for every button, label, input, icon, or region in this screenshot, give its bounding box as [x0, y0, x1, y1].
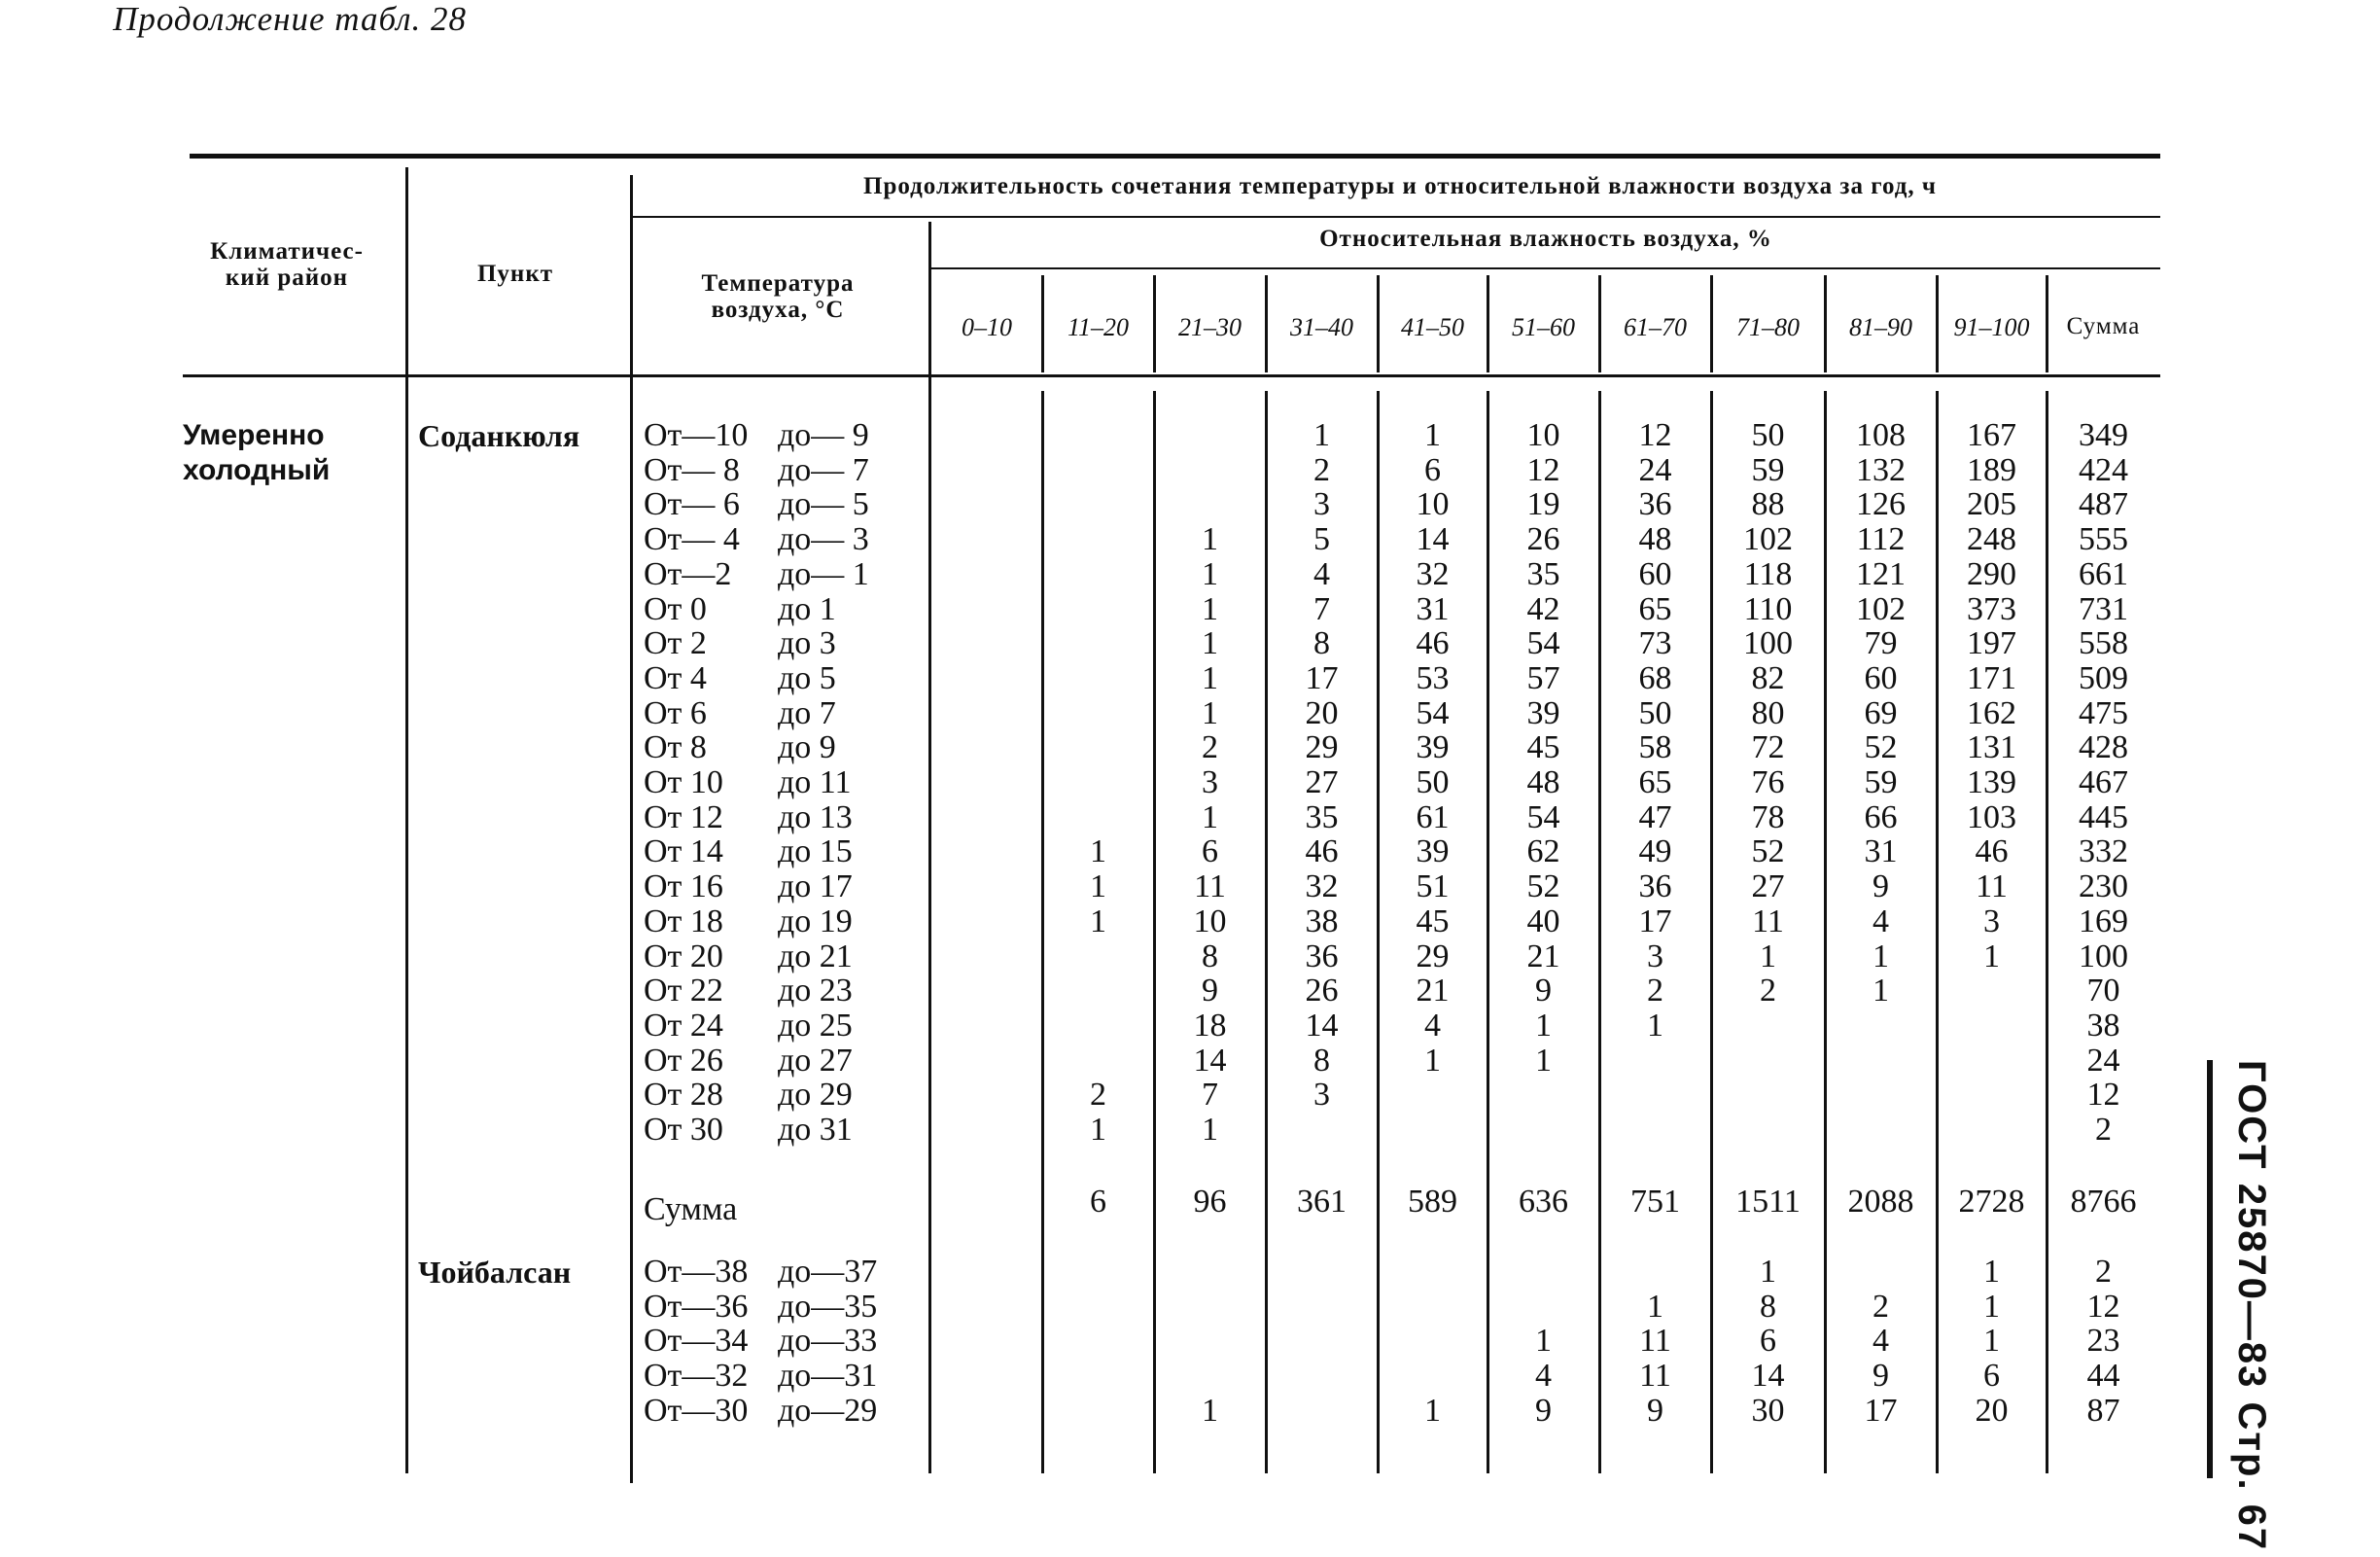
temperature-to: до 3 — [778, 625, 836, 662]
table-cell: 52 — [1751, 833, 1785, 870]
table-cell: 27 — [1751, 868, 1785, 905]
temperature-to: до 1 — [778, 590, 836, 627]
table-cell: 11 — [1194, 868, 1226, 905]
table-cell: 6 — [1424, 451, 1441, 488]
table-cell: 731 — [2079, 590, 2128, 627]
table-cell: 69 — [1864, 694, 1898, 731]
temperature-from: От 0 — [644, 590, 707, 627]
total-cell: 8766 — [2070, 1184, 2137, 1220]
table-cell: 57 — [1526, 659, 1560, 696]
table-cell: 1 — [1424, 1392, 1441, 1429]
table-cell: 467 — [2079, 764, 2128, 800]
table-cell: 1 — [1983, 1254, 2000, 1290]
table-cell: 290 — [1967, 555, 2016, 592]
table-cell: 4 — [1424, 1007, 1441, 1044]
table-cell: 54 — [1416, 694, 1450, 731]
total-cell: 96 — [1193, 1184, 1227, 1220]
temperature-to: до—37 — [778, 1254, 878, 1290]
table-cell: 31 — [1864, 833, 1898, 870]
table-cell: 39 — [1526, 694, 1560, 731]
table-cell: 126 — [1856, 486, 1906, 523]
table-cell: 108 — [1856, 417, 1906, 453]
table-cell: 50 — [1638, 694, 1672, 731]
table-cell: 555 — [2079, 521, 2128, 558]
table-cell: 68 — [1638, 659, 1672, 696]
temperature-to: до 17 — [778, 868, 853, 905]
temperature-to: до 5 — [778, 659, 836, 696]
temperature-from: От—32 — [644, 1358, 749, 1395]
table-cell: 9 — [1202, 973, 1218, 1009]
table-cell: 17 — [1305, 659, 1339, 696]
table-cell: 8 — [1760, 1288, 1776, 1325]
table-cell: 66 — [1864, 798, 1898, 835]
temperature-from: От—30 — [644, 1392, 749, 1429]
header-humidity: Относительная влажность воздуха, % — [1319, 226, 1772, 252]
table-cell: 18 — [1193, 1007, 1227, 1044]
table-cell: 46 — [1416, 625, 1450, 662]
table-cell: 38 — [2086, 1007, 2120, 1044]
table-cell: 1 — [1090, 833, 1106, 870]
temperature-from: От 26 — [644, 1042, 723, 1079]
table-cell: 11 — [1639, 1358, 1671, 1395]
table-cell: 1 — [1202, 798, 1218, 835]
divider-point-temperature — [630, 175, 633, 1483]
table-cell: 6 — [1983, 1358, 2000, 1395]
table-cell: 100 — [1743, 625, 1793, 662]
table-cell: 35 — [1305, 798, 1339, 835]
total-cell: 361 — [1297, 1184, 1347, 1220]
temperature-from: От— 4 — [644, 521, 740, 558]
table-cell: 1 — [1872, 973, 1889, 1009]
table-cell: 20 — [1305, 694, 1339, 731]
table-cell: 1 — [1535, 1042, 1552, 1079]
temperature-to: до 13 — [778, 798, 853, 835]
table-cell: 139 — [1967, 764, 2016, 800]
table-cell: 248 — [1967, 521, 2016, 558]
temperature-to: до 21 — [778, 938, 853, 974]
temperature-to: до 15 — [778, 833, 853, 870]
table-cell: 79 — [1864, 625, 1898, 662]
temperature-to: до—33 — [778, 1323, 878, 1360]
table-cell: 8 — [1202, 938, 1218, 974]
table-cell: 45 — [1416, 902, 1450, 939]
table-cell: 50 — [1416, 764, 1450, 800]
table-cell: 40 — [1526, 902, 1560, 939]
table-cell: 20 — [1975, 1392, 2009, 1429]
table-cell: 2 — [1872, 1288, 1889, 1325]
temperature-from: От—2 — [644, 555, 732, 592]
table-cell: 24 — [1638, 451, 1672, 488]
table-cell: 2 — [1202, 729, 1218, 766]
table-cell: 24 — [2086, 1042, 2120, 1079]
table-cell: 82 — [1751, 659, 1785, 696]
station-name: Соданкюля — [418, 418, 580, 453]
table-cell: 9 — [1872, 1358, 1889, 1395]
table-cell: 60 — [1638, 555, 1672, 592]
temperature-from: От 28 — [644, 1077, 723, 1114]
column-header: 31–40 — [1290, 313, 1353, 341]
table-cell: 1 — [1647, 1007, 1663, 1044]
total-cell: 751 — [1630, 1184, 1680, 1220]
table-cell: 1 — [1090, 902, 1106, 939]
header-point: Пункт — [476, 261, 554, 287]
table-cell: 62 — [1526, 833, 1560, 870]
table-cell: 3 — [1983, 902, 2000, 939]
total-cell: 1511 — [1735, 1184, 1801, 1220]
table-cell: 54 — [1526, 798, 1560, 835]
total-label: Сумма — [644, 1191, 738, 1227]
table-cell: 32 — [1416, 555, 1450, 592]
table-cell: 2 — [2095, 1112, 2112, 1148]
table-cell: 349 — [2079, 417, 2128, 453]
temperature-from: От 24 — [644, 1007, 723, 1044]
table-cell: 53 — [1416, 659, 1450, 696]
temperature-from: От 18 — [644, 902, 723, 939]
table-cell: 9 — [1535, 1392, 1552, 1429]
table-cell: 80 — [1751, 694, 1785, 731]
table-cell: 2 — [1760, 973, 1776, 1009]
temperature-from: От—34 — [644, 1323, 749, 1360]
temperature-from: От 30 — [644, 1112, 723, 1148]
table-cell: 70 — [2086, 973, 2120, 1009]
table-cell: 46 — [1975, 833, 2009, 870]
temperature-to: до— 1 — [778, 555, 869, 592]
table-cell: 48 — [1526, 764, 1560, 800]
column-header: 21–30 — [1178, 313, 1242, 341]
table-cell: 102 — [1743, 521, 1793, 558]
temperature-from: От— 8 — [644, 451, 740, 488]
table-cell: 1 — [1647, 1288, 1663, 1325]
gost-side-text: ГОСТ 25870—83 Стр. 67 — [2230, 1060, 2273, 1552]
column-header: 91–100 — [1953, 313, 2030, 341]
table-cell: 52 — [1864, 729, 1898, 766]
table-cell: 7 — [1202, 1077, 1218, 1114]
table-cell: 52 — [1526, 868, 1560, 905]
table-cell: 59 — [1751, 451, 1785, 488]
table-cell: 661 — [2079, 555, 2128, 592]
temperature-from: От 16 — [644, 868, 723, 905]
table-cell: 475 — [2079, 694, 2128, 731]
table-cell: 2 — [1090, 1077, 1106, 1114]
header-region: Климатичес- кий район — [210, 238, 364, 291]
temperature-from: От 14 — [644, 833, 723, 870]
table-cell: 1 — [1313, 417, 1330, 453]
table-cell: 162 — [1967, 694, 2016, 731]
column-header: 51–60 — [1512, 313, 1575, 341]
table-cell: 102 — [1856, 590, 1906, 627]
table-cell: 118 — [1743, 555, 1793, 592]
divider-region-point — [405, 167, 408, 1473]
table-cell: 1 — [1983, 938, 2000, 974]
table-cell: 14 — [1305, 1007, 1339, 1044]
table-cell: 11 — [1639, 1323, 1671, 1360]
continuation-caption: Продолжение табл. 28 — [113, 0, 467, 38]
table-cell: 36 — [1305, 938, 1339, 974]
temperature-to: до— 3 — [778, 521, 869, 558]
table-cell: 4 — [1535, 1358, 1552, 1395]
table-cell: 32 — [1305, 868, 1339, 905]
table-cell: 17 — [1864, 1392, 1898, 1429]
total-cell: 2088 — [1847, 1184, 1914, 1220]
table-cell: 39 — [1416, 729, 1450, 766]
table-cell: 26 — [1526, 521, 1560, 558]
table-cell: 1 — [1424, 1042, 1441, 1079]
temperature-from: От—38 — [644, 1254, 749, 1290]
table-cell: 189 — [1967, 451, 2016, 488]
table-cell: 29 — [1416, 938, 1450, 974]
column-header: 41–50 — [1401, 313, 1464, 341]
table-cell: 11 — [1976, 868, 2008, 905]
temperature-to: до— 7 — [778, 451, 869, 488]
table-cell: 50 — [1751, 417, 1785, 453]
table-cell: 39 — [1416, 833, 1450, 870]
table-cell: 21 — [1526, 938, 1560, 974]
table-cell: 205 — [1967, 486, 2016, 523]
table-cell: 1 — [1983, 1288, 2000, 1325]
table-cell: 171 — [1967, 659, 2016, 696]
table-cell: 1 — [1872, 938, 1889, 974]
table-cell: 76 — [1751, 764, 1785, 800]
column-header: 71–80 — [1736, 313, 1800, 341]
table-cell: 1 — [1202, 1392, 1218, 1429]
temperature-from: От 2 — [644, 625, 707, 662]
table-cell: 9 — [1647, 1392, 1663, 1429]
temperature-to: до 25 — [778, 1007, 853, 1044]
table-cell: 487 — [2079, 486, 2128, 523]
table-cell: 38 — [1305, 902, 1339, 939]
temperature-from: От 12 — [644, 798, 723, 835]
table-cell: 1 — [1983, 1323, 2000, 1360]
table-cell: 60 — [1864, 659, 1898, 696]
table-cell: 10 — [1526, 417, 1560, 453]
table-cell: 12 — [1638, 417, 1672, 453]
total-cell: 2728 — [1958, 1184, 2025, 1220]
table-cell: 4 — [1872, 1323, 1889, 1360]
table-cell: 29 — [1305, 729, 1339, 766]
table-cell: 51 — [1416, 868, 1450, 905]
temperature-from: От 6 — [644, 694, 707, 731]
table-cell: 509 — [2079, 659, 2128, 696]
table-cell: 12 — [2086, 1288, 2120, 1325]
temperature-from: От 22 — [644, 973, 723, 1009]
table-cell: 27 — [1305, 764, 1339, 800]
table-cell: 1 — [1202, 1112, 1218, 1148]
temperature-from: От— 6 — [644, 486, 740, 523]
table-cell: 21 — [1416, 973, 1450, 1009]
table-cell: 558 — [2079, 625, 2128, 662]
table-cell: 5 — [1313, 521, 1330, 558]
table-cell: 1 — [1535, 1323, 1552, 1360]
temperature-from: От 10 — [644, 764, 723, 800]
table-cell: 2 — [1313, 451, 1330, 488]
table-cell: 8 — [1313, 625, 1330, 662]
table-cell: 110 — [1743, 590, 1793, 627]
table-cell: 3 — [1647, 938, 1663, 974]
table-cell: 26 — [1305, 973, 1339, 1009]
table-cell: 1 — [1090, 868, 1106, 905]
table-cell: 8 — [1313, 1042, 1330, 1079]
column-header: 0–10 — [962, 313, 1012, 341]
temperature-to: до— 5 — [778, 486, 869, 523]
table-cell: 7 — [1313, 590, 1330, 627]
table-cell: 2 — [2095, 1254, 2112, 1290]
table-cell: 1 — [1202, 659, 1218, 696]
temperature-to: до 19 — [778, 902, 853, 939]
duration-subrule — [630, 216, 2160, 218]
temperature-to: до—29 — [778, 1392, 878, 1429]
table-cell: 230 — [2079, 868, 2128, 905]
table-cell: 31 — [1416, 590, 1450, 627]
table-cell: 14 — [1416, 521, 1450, 558]
table-cell: 6 — [1760, 1323, 1776, 1360]
temperature-to: до 29 — [778, 1077, 853, 1114]
table-cell: 65 — [1638, 590, 1672, 627]
table-cell: 167 — [1967, 417, 2016, 453]
header-duration: Продолжительность сочетания температуры и относительной влажности воздуха за год, ч — [863, 173, 1937, 199]
table-cell: 112 — [1856, 521, 1906, 558]
table-cell: 1 — [1202, 625, 1218, 662]
table-cell: 103 — [1967, 798, 2016, 835]
table-cell: 23 — [2086, 1323, 2120, 1360]
table-cell: 3 — [1313, 486, 1330, 523]
table-cell: 169 — [2079, 902, 2128, 939]
header-bottom-rule — [183, 374, 2160, 377]
total-cell: 6 — [1090, 1184, 1106, 1220]
table-cell: 65 — [1638, 764, 1672, 800]
table-cell: 424 — [2079, 451, 2128, 488]
temperature-to: до 31 — [778, 1112, 853, 1148]
table-cell: 373 — [1967, 590, 2016, 627]
table-cell: 88 — [1751, 486, 1785, 523]
table-cell: 197 — [1967, 625, 2016, 662]
temperature-to: до 23 — [778, 973, 853, 1009]
column-header: 81–90 — [1849, 313, 1912, 341]
temperature-to: до— 9 — [778, 417, 869, 453]
temperature-to: до 11 — [778, 764, 852, 800]
table-cell: 78 — [1751, 798, 1785, 835]
table-cell: 19 — [1526, 486, 1560, 523]
table-cell: 1 — [1760, 938, 1776, 974]
temperature-to: до 7 — [778, 694, 836, 731]
table-cell: 6 — [1202, 833, 1218, 870]
region-label: Умеренно холодный — [183, 419, 331, 486]
table-cell: 59 — [1864, 764, 1898, 800]
table-cell: 9 — [1535, 973, 1552, 1009]
table-cell: 332 — [2079, 833, 2128, 870]
table-cell: 45 — [1526, 729, 1560, 766]
table-cell: 17 — [1638, 902, 1672, 939]
table-cell: 445 — [2079, 798, 2128, 835]
table-cell: 2 — [1647, 973, 1663, 1009]
table-cell: 14 — [1751, 1358, 1785, 1395]
table-cell: 1 — [1424, 417, 1441, 453]
total-cell: 636 — [1519, 1184, 1568, 1220]
table-cell: 42 — [1526, 590, 1560, 627]
side-rule — [2207, 1060, 2213, 1478]
total-cell: 589 — [1408, 1184, 1457, 1220]
temperature-to: до 27 — [778, 1042, 853, 1079]
table-cell: 131 — [1967, 729, 2016, 766]
station-name: Чойбалсан — [418, 1255, 572, 1290]
column-header: 11–20 — [1067, 313, 1130, 341]
column-header: Сумма — [2066, 313, 2141, 339]
table-cell: 4 — [1313, 555, 1330, 592]
temperature-from: От 4 — [644, 659, 707, 696]
table-cell: 4 — [1872, 902, 1889, 939]
table-cell: 30 — [1751, 1392, 1785, 1429]
table-cell: 48 — [1638, 521, 1672, 558]
header-temperature: Температура воздуха, °С — [701, 270, 855, 323]
temperature-from: От—36 — [644, 1288, 749, 1325]
table-cell: 1 — [1202, 521, 1218, 558]
temperature-to: до—35 — [778, 1288, 878, 1325]
humidity-subrule — [931, 267, 2160, 269]
table-cell: 61 — [1416, 798, 1450, 835]
table-cell: 54 — [1526, 625, 1560, 662]
table-cell: 12 — [2086, 1077, 2120, 1114]
table-cell: 35 — [1526, 555, 1560, 592]
table-cell: 428 — [2079, 729, 2128, 766]
table-cell: 3 — [1313, 1077, 1330, 1114]
table-cell: 12 — [1526, 451, 1560, 488]
table-cell: 121 — [1856, 555, 1906, 592]
table-cell: 14 — [1193, 1042, 1227, 1079]
divider-temperature-values — [928, 222, 931, 1473]
temperature-from: От 8 — [644, 729, 707, 766]
table-cell: 44 — [2086, 1358, 2120, 1395]
table-cell: 10 — [1416, 486, 1450, 523]
table-cell: 10 — [1193, 902, 1227, 939]
table-cell: 1 — [1760, 1254, 1776, 1290]
table-cell: 132 — [1856, 451, 1906, 488]
table-cell: 49 — [1638, 833, 1672, 870]
table-cell: 3 — [1202, 764, 1218, 800]
temperature-to: до 9 — [778, 729, 836, 766]
temperature-to: до—31 — [778, 1358, 878, 1395]
table-cell: 1 — [1535, 1007, 1552, 1044]
table-cell: 36 — [1638, 486, 1672, 523]
table-cell: 9 — [1872, 868, 1889, 905]
top-rule — [190, 154, 2160, 159]
temperature-from: От—10 — [644, 417, 749, 453]
table-cell: 1 — [1090, 1112, 1106, 1148]
table-cell: 47 — [1638, 798, 1672, 835]
table-cell: 73 — [1638, 625, 1672, 662]
table-cell: 11 — [1752, 902, 1784, 939]
table-cell: 36 — [1638, 868, 1672, 905]
table-cell: 58 — [1638, 729, 1672, 766]
table-cell: 1 — [1202, 694, 1218, 731]
table-cell: 1 — [1202, 555, 1218, 592]
table-cell: 46 — [1305, 833, 1339, 870]
table-cell: 87 — [2086, 1392, 2120, 1429]
table-cell: 1 — [1202, 590, 1218, 627]
table-cell: 72 — [1751, 729, 1785, 766]
temperature-from: От 20 — [644, 938, 723, 974]
table-cell: 100 — [2079, 938, 2128, 974]
column-header: 61–70 — [1624, 313, 1687, 341]
